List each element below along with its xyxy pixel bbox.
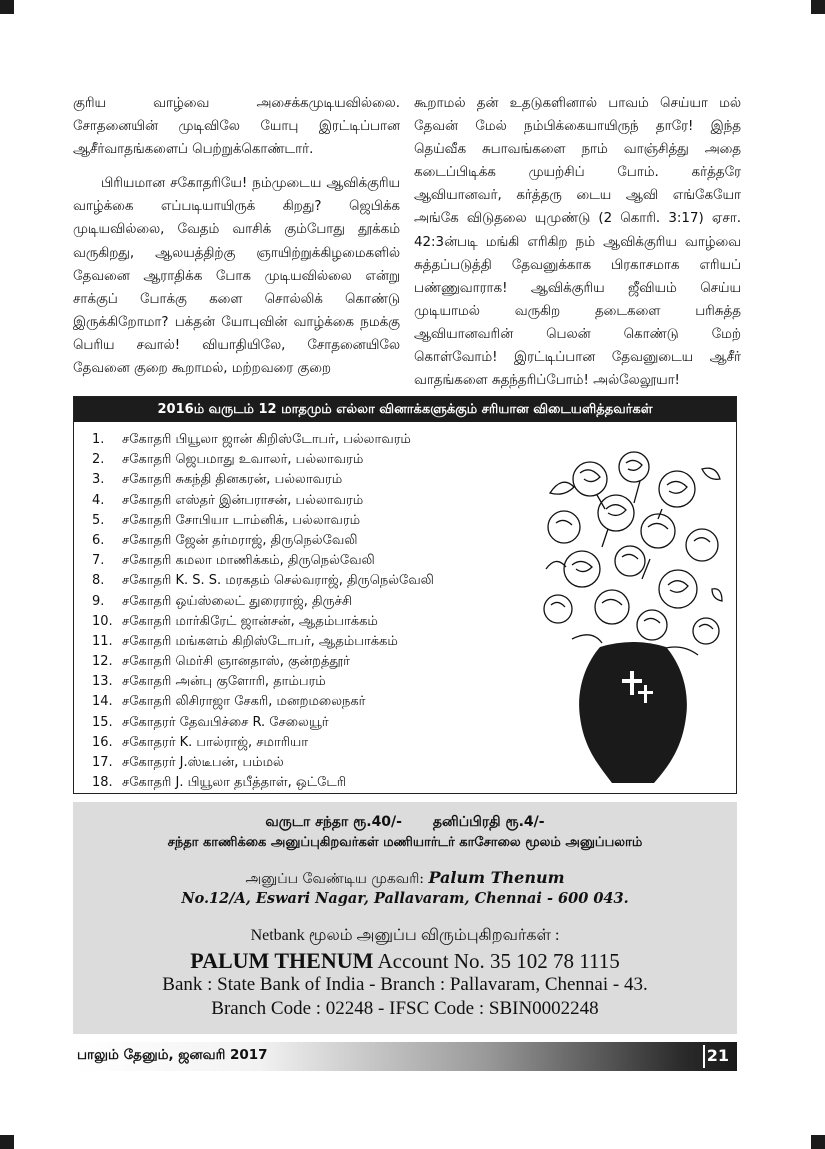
winner-number: 3.: [92, 472, 105, 488]
account-name: PALUM THENUM: [190, 948, 374, 973]
winner-number: 10.: [92, 613, 113, 629]
footer-title: பாலும் தேனும், ஜனவரி 2017: [77, 1047, 268, 1063]
winner-item: [92, 773, 434, 793]
winner-name: சகோதரர் J.ஸ்டீபன், பம்மல்: [122, 755, 284, 770]
account-line: [73, 948, 737, 974]
article-column-right: [414, 92, 741, 392]
winner-name: சகோதரி பியூலா ஜான் கிறிஸ்டோபர், பல்லாவரம்: [122, 432, 411, 447]
account-number: Account No. 35 102 78 1115: [377, 949, 620, 973]
winner-name: சகோதரி அன்பு குளோரி, தாம்பரம்: [122, 674, 326, 690]
winner-item: [92, 470, 434, 490]
page-corner-mark: [0, 1135, 14, 1149]
page-number: 21: [706, 1046, 729, 1065]
winner-name: சகோதரி மங்களம் கிறிஸ்டோபர், ஆதம்பாக்கம்: [122, 633, 398, 649]
single-copy-price: தனிப்பிரதி ரூ.4/-: [432, 814, 545, 830]
winner-item: [92, 571, 434, 591]
winner-number: 12.: [92, 654, 113, 670]
winner-name: சகோதரர் K. பால்ராஜ், சமாரியா: [122, 734, 309, 750]
winner-item: [92, 430, 434, 450]
article-column-left: [73, 92, 400, 380]
winner-number: 8.: [92, 573, 105, 589]
winner-item: [92, 551, 434, 571]
footer-divider: [703, 1045, 705, 1068]
winner-item: [92, 733, 434, 753]
winner-item: [92, 672, 434, 692]
branch-line: Branch Code : 02248 - IFSC Code : SBIN0002248: [211, 998, 599, 1019]
winner-number: 15.: [92, 714, 113, 730]
winner-name: சகோதரி லிசிராஜா சேகரி, மனறமலைநகர்: [122, 694, 366, 710]
article-paragraph: குரிய வாழ்வை அசைக்கமுடியவில்லை. சோதனையின் முடிவிலே யோபு இரட்டிப்பான ஆசீர்வாதங்களைப் பெற்றுக்கொண்டார்.: [73, 96, 400, 158]
winner-name: சகோதரி மெர்சி ஞானதாஸ், குன்றத்தூர்: [122, 654, 350, 670]
winner-name: சகோதரி சோபியா டாம்னிக், பல்லாவரம்: [122, 512, 361, 528]
winner-number: 14.: [92, 694, 113, 710]
winner-item: [92, 632, 434, 652]
bank-line: Bank : State Bank of India - Branch : Pallavaram, Chennai - 43.: [162, 974, 648, 995]
article-paragraph: பிரியமான சகோதரியே! நம்முடைய ஆவிக்குரிய வாழ்க்கை எப்படியாயிருக் கிறது? ஜெபிக்க முடியவில்லை, வேதம் வாசிக் கும்போது தூக்கம் வருகிறது, ஆலயத்திற்கு ஞாயிற்றுக்கிழமைகளில் தேவனை ஆராதிக்க போக முடியவில்லை என்று சாக்குப் போக்கு களை சொல்லிக் கொண்டு இருக்கிறோமா? பக்தன் யோபுவின் வாழ்க்கை நமக்கு பெரிய சவால்! வியாதியிலே, சோதனையிலே தேவனை குறை கூறாமல், மற்றவரை குறை: [73, 176, 400, 377]
winners-heading: 2016ம் வருடம் 12 மாதமும் எல்லா வினாக்களுக்கும் சரியான விடையளித்தவர்கள்: [74, 397, 736, 422]
address-line: No.12/A, Eswari Nagar, Pallavaram, Chennai - 600 043.: [181, 890, 629, 907]
page-footer: [73, 1042, 737, 1071]
winner-name: சகோதரி J. பியூலா தபீத்தாள், ஒட்டேரி: [122, 775, 347, 791]
winner-item: [92, 592, 434, 612]
winner-name: சகோதரி ஒய்ஸ்லைட் துரைராஜ், திருச்சி: [122, 593, 353, 609]
winners-list: [92, 430, 434, 793]
winner-item: [92, 450, 434, 470]
winner-number: 11.: [92, 633, 113, 649]
article-paragraph: கூறாமல் தன் உதடுகளினால் பாவம் செய்யா மல் தேவன் மேல் நம்பிக்கையாயிருந் தாரே! இந்த தெய்வீக சுபாவங்களை நாம் வாஞ்சித்து அதை கடைப்பிடிக்க முயற்சிப் போம். கர்த்தரே ஆவியானவர், கர்த்தரு டைய ஆவி எங்கேயோ அங்கே விடுதலை யுமுண்டு (2 கொரி. 3:17) ஏசா. 42:3ன்படி மங்கி எரிகிற நம் ஆவிக்குரிய வாழ்வை சுத்தப்படுத்தி தேவனுக்காக பிரகாசமாக எரியப் பண்ணுவாராக! ஆவிக்குரிய ஜீவியம் செய்ய முடியாமல் வருகிற தடைகளை பரிசுத்த ஆவியானவரின் பெலன் கொண்டு மேற் கொள்வோம்! இரட்டிப்பான தேவனுடைய ஆசீர் வாதங்களை சுதந்தரிப்போம்! அல்லேலூயா!: [414, 96, 741, 389]
winner-number: 4.: [92, 492, 105, 508]
winner-item: [92, 713, 434, 733]
annual-subscription: வருடா சந்தா ரூ.40/-: [265, 814, 402, 830]
winner-item: [92, 692, 434, 712]
winner-number: 17.: [92, 755, 113, 770]
address-name: Palum Thenum: [428, 868, 565, 887]
winner-name: சகோதரி K. S. S. மரகதம் செல்வராஜ், திருநெல்வேலி: [122, 573, 434, 589]
winner-number: 6.: [92, 532, 105, 548]
winner-number: 13.: [92, 674, 113, 690]
winner-name: சகோதரர் தேவபிச்சை R. சேலையூர்: [122, 714, 329, 730]
winner-name: சகோதரி ஜேன் தர்மராஜ், திருநெல்வேலி: [122, 532, 358, 548]
winner-number: 9.: [92, 593, 105, 609]
winner-number: 1.: [92, 432, 105, 447]
address-label: அனுப்ப வேண்டிய முகவரி:: [245, 871, 424, 887]
winners-box: [73, 396, 737, 794]
page-corner-mark: [811, 0, 825, 14]
winner-item: [92, 652, 434, 672]
page-corner-mark: [0, 0, 14, 14]
subscription-box: [73, 802, 737, 1034]
address-label-line: [73, 868, 737, 889]
winner-name: சகோதரி ஜெபமாது உவாலர், பல்லாவரம்: [122, 452, 364, 468]
winner-number: 5.: [92, 512, 105, 528]
winner-item: [92, 531, 434, 551]
winner-item: [92, 753, 434, 773]
winner-number: 16.: [92, 734, 113, 750]
subscription-rates: [73, 814, 737, 832]
winner-name: சகோதரி எஸ்தர் இன்பராசன், பல்லாவரம்: [122, 492, 364, 508]
winner-name: சகோதரி கமலா மாணிக்கம், திருநெல்வேலி: [122, 553, 375, 569]
winner-item: [92, 612, 434, 632]
winner-item: [92, 491, 434, 511]
winner-name: சகோதரி மார்கிரேட் ஜான்சன், ஆதம்பாக்கம்: [122, 613, 378, 629]
winner-name: சகோதரி சுகந்தி தினகரன், பல்லாவரம்: [122, 472, 343, 488]
winner-item: [92, 511, 434, 531]
winner-number: 2.: [92, 452, 105, 468]
money-order-note: சந்தா காணிக்கை அனுப்புகிறவர்கள் மணியார்டர் காசோலை மூலம் அனுப்பலாம்: [167, 835, 643, 850]
page-corner-mark: [811, 1135, 825, 1149]
winner-number: 7.: [92, 553, 105, 569]
winner-number: 18.: [92, 775, 113, 791]
flower-vase-illustration: [542, 449, 724, 789]
netbank-note: Netbank மூலம் அனுப்ப விரும்புகிறவர்கள் :: [250, 927, 560, 944]
